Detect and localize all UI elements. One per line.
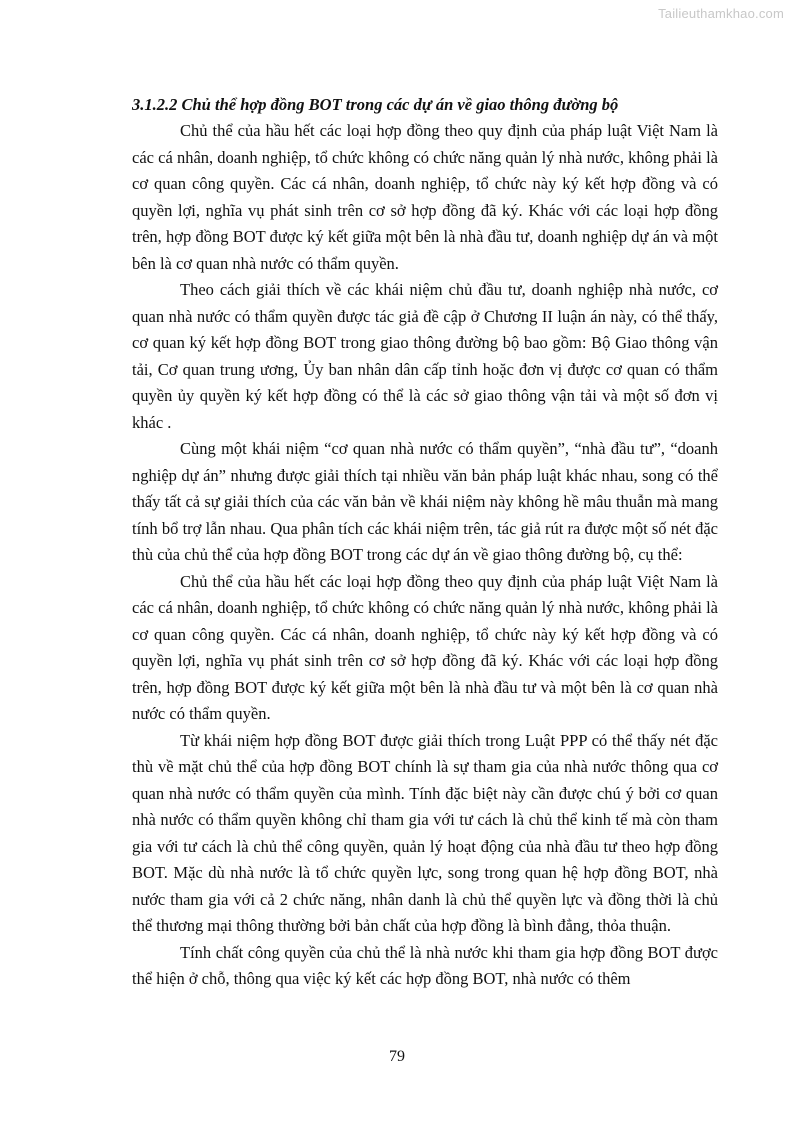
- paragraph: Cùng một khái niệm “cơ quan nhà nước có thẩm quyền”, “nhà đầu tư”, “doanh nghiệp dự án” nhưng được giải thích tại nhiều văn bản pháp luật khác nhau, song có thể thấy tất cả sự giải thích của các văn bản về khái niệm này không hề mâu thuẫn mà mang tính bổ trợ lẫn nhau. Qua phân tích các khái niệm trên, tác giả rút ra được một số nét đặc thù của chủ thể của hợp đồng BOT trong các dự án về giao thông đường bộ, cụ thể:: [132, 439, 718, 564]
- paragraph: Tính chất công quyền của chủ thể là nhà nước khi tham gia hợp đồng BOT được thể hiện ở chỗ, thông qua việc ký kết các hợp đồng BOT, nhà nước có thêm: [132, 942, 718, 988]
- paragraph: Từ khái niệm hợp đồng BOT được giải thích trong Luật PPP có thể thấy nét đặc thù về mặt chủ thể của hợp đồng BOT chính là sự tham gia của nhà nước thông qua cơ quan nhà nước có thẩm quyền của mình. Tính đặc biệt này cần được chú ý bởi cơ quan nhà nước có thẩm quyền không chỉ tham gia với tư cách là chủ thể kinh tế mà còn tham gia với tư cách là chủ thể công quyền, quản lý hoạt động của nhà đầu tư theo hợp đồng BOT. Mặc dù nhà nước là tổ chức quyền lực, song trong quan hệ hợp đồng BOT, nhà nước tham gia với cả 2 chức năng, nhân danh là chủ thể quyền lực và đồng thời là chủ thể thương mại thông thường bởi bản chất của hợp đồng là bình đẳng, thỏa thuận.: [132, 730, 718, 935]
- watermark-text: Tailieuthamkhao.com: [658, 6, 784, 21]
- paragraph: Theo cách giải thích về các khái niệm chủ đầu tư, doanh nghiệp nhà nước, cơ quan nhà nước có thẩm quyền được tác giả đề cập ở Chương II luận án này, có thể thấy, cơ quan ký kết hợp đồng BOT trong giao thông đường bộ bao gồm: Bộ Giao thông vận tải, Cơ quan trung ương, Ủy ban nhân dân cấp tỉnh hoặc đơn vị được cơ quan có thẩm quyền ủy quyền ký kết hợp đồng có thể là các sở giao thông vận tải và một số đơn vị khác .: [132, 280, 718, 432]
- paragraph: Chủ thể của hầu hết các loại hợp đồng theo quy định của pháp luật Việt Nam là các cá nhân, doanh nghiệp, tổ chức không có chức năng quản lý nhà nước, không phải là cơ quan công quyền. Các cá nhân, doanh nghiệp, tổ chức này ký kết hợp đồng và có quyền lợi, nghĩa vụ phát sinh trên cơ sở hợp đồng đã ký. Khác với các loại hợp đồng trên, hợp đồng BOT được ký kết giữa một bên là nhà đầu tư, doanh nghiệp dự án và một bên là cơ quan nhà nước có thẩm quyền.: [132, 121, 718, 273]
- document-body: [132, 92, 718, 993]
- paragraph: Chủ thể của hầu hết các loại hợp đồng theo quy định của pháp luật Việt Nam là các cá nhân, doanh nghiệp, tổ chức không có chức năng quản lý nhà nước, không phải là cơ quan công quyền. Các cá nhân, doanh nghiệp, tổ chức này ký kết hợp đồng và có quyền lợi, nghĩa vụ phát sinh trên cơ sở hợp đồng đã ký. Khác với các loại hợp đồng trên, hợp đồng BOT được ký kết giữa một bên là nhà đầu tư và một bên là cơ quan nhà nước có thẩm quyền.: [132, 571, 718, 723]
- section-heading: 3.1.2.2 Chủ thể hợp đồng BOT trong các dự án về giao thông đường bộ: [132, 95, 619, 114]
- page-number: 79: [389, 1048, 405, 1065]
